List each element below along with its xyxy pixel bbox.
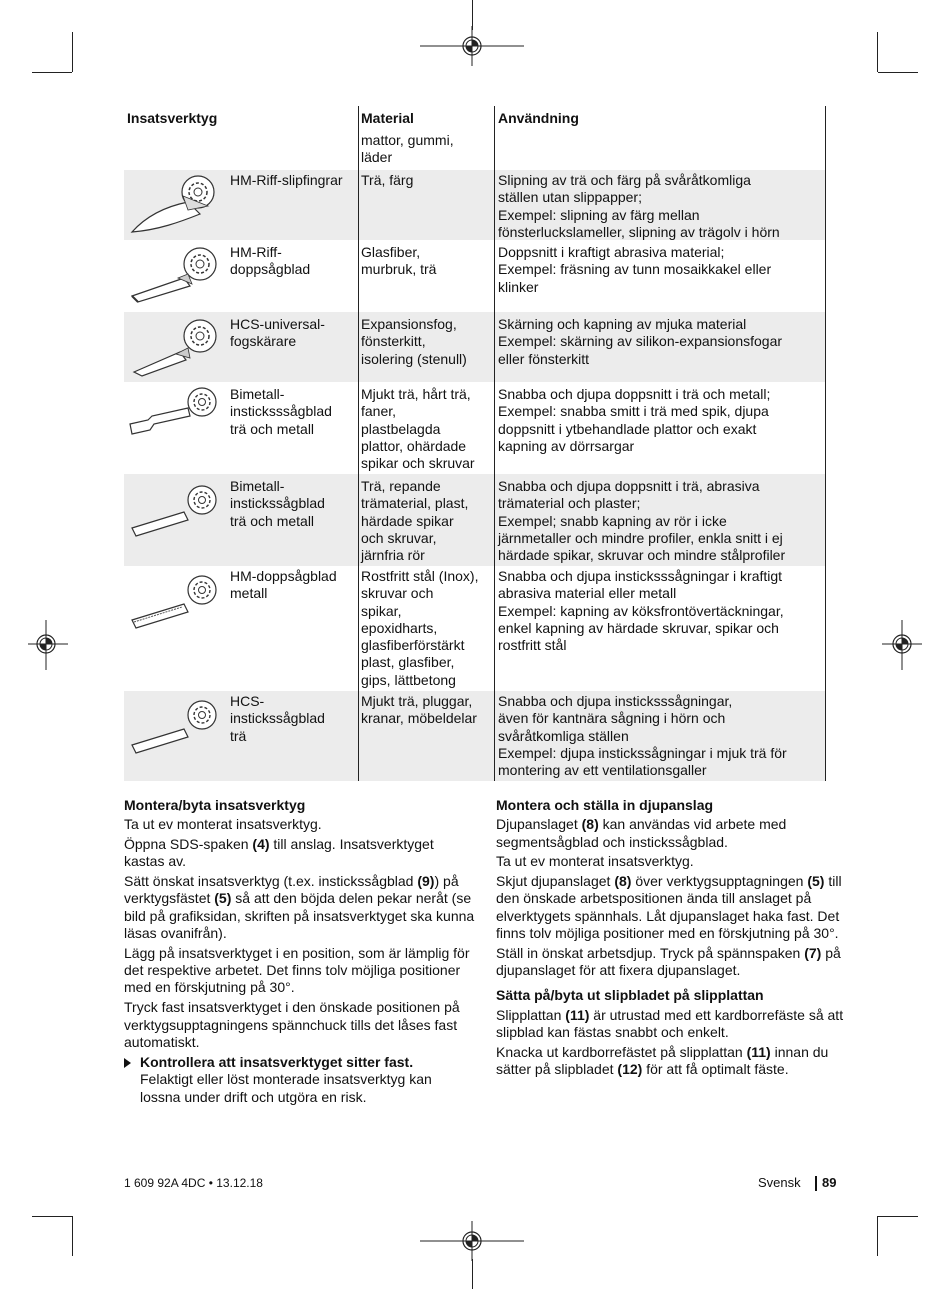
triangle-bullet-icon [124,1058,131,1068]
crop-mark [72,1216,73,1256]
right-column [496,797,848,1081]
tool-name: HM-Riff- doppsågblad [230,244,311,278]
tool-use: Snabba och djupa insticksssågningar, även för kantnära sågning i hörn och svåråtkomliga ställen Exempel: djupa instickssågningar i mjuk trä för montering av ett ventilationsgaller [498,693,787,779]
carbide-plunge-blade-icon [128,570,224,632]
crop-mark [877,32,878,72]
paragraph: Tryck fast insatsverktyget i den önskade positionen på verktygsupptagningens spännchuck tills det låses fast automatiskt. [124,999,460,1050]
tool-material: Mjukt trä, hårt trä, faner, plastbelagda plattor, ohärdade spikar och skruvar [361,386,475,472]
bimetal-blade-icon [128,478,224,540]
tool-material: Rostfritt stål (Inox), skruvar och spikar, epoxidharts, glasfiberförstärkt plast, glasfiber, gips, lättbetong [361,568,479,688]
footer-separator [815,1176,817,1191]
crop-mark [32,1216,72,1217]
material-continuation: mattor, gummi, läder [361,132,454,166]
tool-name: Bimetall- insticksssågblad trä och metall [230,386,332,437]
warning-bullet: Kontrollera att insatsverktyget sitter fast. Felaktigt eller löst monterade insatsverktyg kan lossna under drift och utgöra en risk. [124,1054,476,1106]
crop-mark [878,72,918,73]
registration-mark-bottom-icon [420,1221,524,1261]
page-number: 89 [822,1175,837,1190]
footer-language: Svensk [758,1175,801,1190]
column-divider [825,106,826,781]
bimetal-blade-wide-icon [128,386,224,448]
crop-mark [32,72,72,73]
tool-use: Doppsnitt i kraftigt abrasiva material; Exempel: fräsning av tunn mosaikkakel eller klinker [498,244,772,295]
table-row [124,474,825,566]
table-row [124,691,825,781]
tool-use: Snabba och djupa insticksssågningar i kraftigt abrasiva material eller metall Exempel: kapning av köksfrontövertäckningar, enkel kapning av härdade skruvar, spikar och rostfritt stål [498,568,784,654]
crop-mark [878,1216,918,1217]
tool-use: Snabba och djupa doppsnitt i trä, abrasiva trämaterial och plaster; Exempel; snabb kapning av rör i icke järnmetaller och mindre profiler, enkla snitt i ej härdade spikar, skruvar och mindre stålprofiler [498,478,786,564]
section-heading: Montera och ställa in djupanslag [496,797,714,813]
header-anvandning: Användning [498,110,579,126]
tool-name: HM-Riff-slipfingrar [230,172,343,188]
table-row [124,566,825,691]
sanding-finger-blade-icon [128,174,224,236]
crop-mark [877,1216,878,1256]
tool-name: Bimetall- instickssågblad trä och metall [230,478,325,529]
tool-material: Expansionsfog, fönsterkitt, isolering (stenull) [361,316,467,367]
section-heading: Montera/byta insatsverktyg [124,797,306,813]
plunge-blade-icon [128,244,224,306]
header-insatsverktyg: Insatsverktyg [127,110,218,126]
tool-name: HM-doppsågblad metall [230,568,337,602]
footer-code: 1 609 92A 4DC • 13.12.18 [124,1176,263,1190]
paragraph: Knacka ut kardborrefästet på slipplattan (11) innan du sätter på slipbladet (12) för att få optimalt fäste. [496,1043,829,1078]
registration-mark-left-icon [28,620,68,670]
section-heading: Sätta på/byta ut slipbladet på slipplattan [496,987,764,1004]
crop-mark [72,32,73,72]
tool-use: Skärning och kapning av mjuka material Exempel: skärning av silikon-expansionsfogar eller fönsterkitt [498,316,783,367]
paragraph: Ta ut ev monterat insatsverktyg. [124,816,322,833]
joint-cutter-blade-icon [128,316,224,378]
table-row [124,382,825,474]
tool-material: Trä, färg [361,172,414,188]
paragraph: Öppna SDS-spaken (4) till anslag. Insatsverktyget kastas av. [124,836,434,870]
tool-use: Slipning av trä och färg på svåråtkomliga ställen utan slippapper; Exempel: slipning av färg mellan fönsterluckslameller, slipning av trägolv i hörn [498,172,780,240]
header-material: Material [361,110,414,126]
table-row [124,312,825,382]
hcs-plunge-blade-icon [128,695,224,757]
paragraph: Ta ut ev monterat insatsverktyg. [496,853,694,870]
registration-mark-right-icon [882,620,922,670]
tool-material: Glasfiber, murbruk, trä [361,244,437,278]
tool-name: HCS-universal- fogskärare [230,316,325,350]
paragraph: Ställ in önskat arbetsdjup. Tryck på spännspaken (7) på djupanslaget för att fixera djupanslaget. [496,944,841,979]
registration-mark-top-icon [420,26,524,66]
paragraph: Slipplattan (11) är utrustad med ett kardborrefäste så att slipblad kan fästas snabbt och enkelt. [496,1006,844,1041]
tool-material: Trä, repande trämaterial, plast, härdade spikar och skruvar, järnfria rör [361,478,469,564]
tool-use: Snabba och djupa doppsnitt i trä och metall; Exempel: snabba smitt i trä med spik, djupa doppsnitt i ytbehandlade plattor och exakt kapning av dörrsargar [498,386,771,454]
tool-name: HCS- instickssågblad trä [230,693,325,744]
tool-material: Mjukt trä, pluggar, kranar, möbeldelar [361,693,477,727]
table-row [124,240,825,310]
table-row [124,170,825,240]
paragraph: Sätt önskat insatsverktyg (t.ex. instickssågblad (9)) på verktygsfästet (5) så att den böjda delen pekar neråt (se bild på grafiksidan, skriften på insatsverktyget ska kunna läsas ovanifrån). [124,873,475,942]
paragraph: Skjut djupanslaget (8) över verktygsupptagningen (5) till den önskade arbetspositionen ända till anslaget på elverktygets spännhals. Låt djupanslaget haka fast. Det finns tolv möjliga positioner med en förskjutning på 30°. [496,873,842,942]
left-column [124,797,476,1106]
paragraph: Djupanslaget (8) kan användas vid arbete med segmentsågblad och instickssågblad. [496,816,787,850]
column-divider [494,106,495,781]
column-divider [358,106,359,781]
crop-mark [472,1259,473,1289]
paragraph: Lägg på insatsverktyget i en position, som är lämplig för det respektive arbetet. Det finns tolv möjliga positioner med en förskjutning på 30°. [124,944,470,996]
